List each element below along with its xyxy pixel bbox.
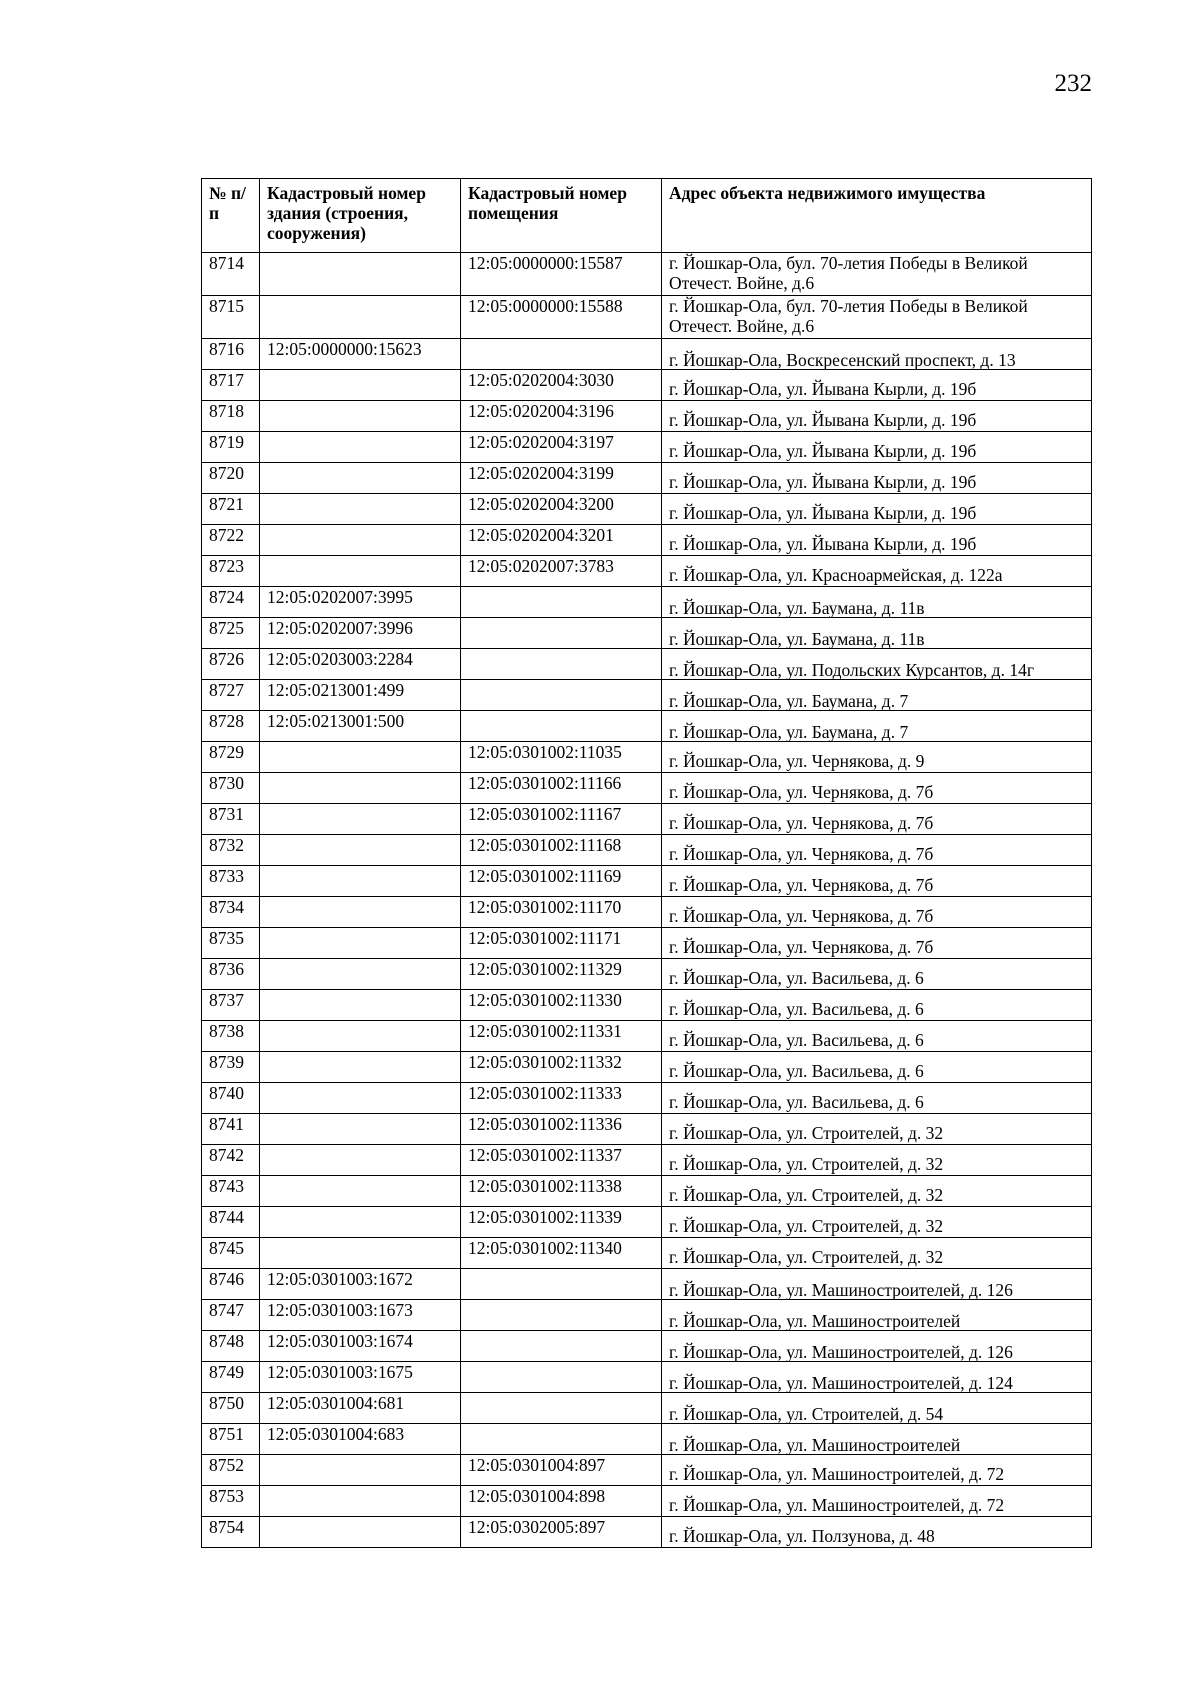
building-cadastral-number bbox=[260, 494, 461, 525]
premises-cadastral-number: 12:05:0301004:898 bbox=[461, 1486, 662, 1517]
table-row bbox=[202, 1331, 1092, 1362]
premises-cadastral-number bbox=[461, 587, 662, 618]
building-cadastral-number: 12:05:0000000:15623 bbox=[260, 339, 461, 370]
building-cadastral-number bbox=[260, 1455, 461, 1486]
object-address: г. Йошкар-Ола, ул. Баумана, д. 11в bbox=[662, 587, 1092, 618]
table-row bbox=[202, 928, 1092, 959]
table-row bbox=[202, 1114, 1092, 1145]
header-number: № п/п bbox=[202, 179, 260, 253]
table-row bbox=[202, 1269, 1092, 1300]
row-number: 8726 bbox=[202, 649, 260, 680]
premises-cadastral-number bbox=[461, 1300, 662, 1331]
premises-cadastral-number: 12:05:0301002:11339 bbox=[461, 1207, 662, 1238]
row-number: 8752 bbox=[202, 1455, 260, 1486]
object-address: г. Йошкар-Ола, ул. Строителей, д. 32 bbox=[662, 1114, 1092, 1145]
row-number: 8750 bbox=[202, 1393, 260, 1424]
header-address: Адрес объекта недвижимого имущества bbox=[662, 179, 1092, 253]
object-address: г. Йошкар-Ола, ул. Машиностроителей, д. 72 bbox=[662, 1455, 1092, 1486]
table-row bbox=[202, 680, 1092, 711]
row-number: 8727 bbox=[202, 680, 260, 711]
premises-cadastral-number: 12:05:0301002:11336 bbox=[461, 1114, 662, 1145]
premises-cadastral-number: 12:05:0301002:11168 bbox=[461, 835, 662, 866]
table-row bbox=[202, 1207, 1092, 1238]
table-row bbox=[202, 1176, 1092, 1207]
table-row bbox=[202, 1393, 1092, 1424]
building-cadastral-number bbox=[260, 1176, 461, 1207]
object-address: г. Йошкар-Ола, ул. Чернякова, д. 7б bbox=[662, 804, 1092, 835]
object-address: г. Йошкар-Ола, ул. Ползунова, д. 48 bbox=[662, 1517, 1092, 1548]
building-cadastral-number bbox=[260, 370, 461, 401]
row-number: 8719 bbox=[202, 432, 260, 463]
premises-cadastral-number: 12:05:0202007:3783 bbox=[461, 556, 662, 587]
row-number: 8751 bbox=[202, 1424, 260, 1455]
building-cadastral-number bbox=[260, 1517, 461, 1548]
table-row bbox=[202, 742, 1092, 773]
row-number: 8722 bbox=[202, 525, 260, 556]
building-cadastral-number: 12:05:0202007:3996 bbox=[260, 618, 461, 649]
building-cadastral-number: 12:05:0213001:499 bbox=[260, 680, 461, 711]
building-cadastral-number: 12:05:0213001:500 bbox=[260, 711, 461, 742]
row-number: 8748 bbox=[202, 1331, 260, 1362]
table-row bbox=[202, 463, 1092, 494]
row-number: 8749 bbox=[202, 1362, 260, 1393]
premises-cadastral-number: 12:05:0301002:11330 bbox=[461, 990, 662, 1021]
table-row bbox=[202, 401, 1092, 432]
object-address: г. Йошкар-Ола, ул. Йывана Кырли, д. 19б bbox=[662, 525, 1092, 556]
table-row bbox=[202, 1517, 1092, 1548]
object-address: г. Йошкар-Ола, ул. Машиностроителей bbox=[662, 1300, 1092, 1331]
table-row bbox=[202, 1455, 1092, 1486]
row-number: 8739 bbox=[202, 1052, 260, 1083]
premises-cadastral-number bbox=[461, 649, 662, 680]
object-address: г. Йошкар-Ола, ул. Машиностроителей, д. 126 bbox=[662, 1331, 1092, 1362]
property-registry-table bbox=[201, 178, 1092, 1548]
object-address: г. Йошкар-Ола, ул. Строителей, д. 32 bbox=[662, 1176, 1092, 1207]
object-address: г. Йошкар-Ола, ул. Чернякова, д. 7б bbox=[662, 835, 1092, 866]
object-address: г. Йошкар-Ола, ул. Васильева, д. 6 bbox=[662, 1083, 1092, 1114]
premises-cadastral-number: 12:05:0000000:15588 bbox=[461, 296, 662, 339]
object-address: г. Йошкар-Ола, ул. Строителей, д. 32 bbox=[662, 1207, 1092, 1238]
table-row bbox=[202, 866, 1092, 897]
building-cadastral-number: 12:05:0202007:3995 bbox=[260, 587, 461, 618]
building-cadastral-number bbox=[260, 1238, 461, 1269]
premises-cadastral-number: 12:05:0301002:11329 bbox=[461, 959, 662, 990]
premises-cadastral-number: 12:05:0301002:11338 bbox=[461, 1176, 662, 1207]
table-row bbox=[202, 1083, 1092, 1114]
building-cadastral-number bbox=[260, 1486, 461, 1517]
building-cadastral-number bbox=[260, 1207, 461, 1238]
building-cadastral-number bbox=[260, 866, 461, 897]
row-number: 8715 bbox=[202, 296, 260, 339]
premises-cadastral-number: 12:05:0202004:3201 bbox=[461, 525, 662, 556]
building-cadastral-number: 12:05:0203003:2284 bbox=[260, 649, 461, 680]
table-header bbox=[202, 179, 1092, 253]
premises-cadastral-number: 12:05:0301002:11167 bbox=[461, 804, 662, 835]
object-address: г. Йошкар-Ола, ул. Машиностроителей bbox=[662, 1424, 1092, 1455]
table-row bbox=[202, 649, 1092, 680]
premises-cadastral-number: 12:05:0302005:897 bbox=[461, 1517, 662, 1548]
table-row bbox=[202, 253, 1092, 296]
object-address: г. Йошкар-Ола, ул. Васильева, д. 6 bbox=[662, 1021, 1092, 1052]
object-address: г. Йошкар-Ола, ул. Йывана Кырли, д. 19б bbox=[662, 370, 1092, 401]
row-number: 8731 bbox=[202, 804, 260, 835]
row-number: 8734 bbox=[202, 897, 260, 928]
object-address: г. Йошкар-Ола, Воскресенский проспект, д. 13 bbox=[662, 339, 1092, 370]
building-cadastral-number bbox=[260, 959, 461, 990]
building-cadastral-number bbox=[260, 928, 461, 959]
building-cadastral-number bbox=[260, 897, 461, 928]
building-cadastral-number bbox=[260, 990, 461, 1021]
object-address: г. Йошкар-Ола, ул. Машиностроителей, д. 124 bbox=[662, 1362, 1092, 1393]
premises-cadastral-number bbox=[461, 711, 662, 742]
object-address: г. Йошкар-Ола, ул. Баумана, д. 7 bbox=[662, 680, 1092, 711]
table-row bbox=[202, 1238, 1092, 1269]
row-number: 8714 bbox=[202, 253, 260, 296]
table-row bbox=[202, 494, 1092, 525]
premises-cadastral-number: 12:05:0301002:11171 bbox=[461, 928, 662, 959]
table-row bbox=[202, 370, 1092, 401]
table-row bbox=[202, 1052, 1092, 1083]
building-cadastral-number bbox=[260, 1021, 461, 1052]
premises-cadastral-number bbox=[461, 1393, 662, 1424]
table-row bbox=[202, 587, 1092, 618]
row-number: 8716 bbox=[202, 339, 260, 370]
premises-cadastral-number: 12:05:0301002:11169 bbox=[461, 866, 662, 897]
table-row bbox=[202, 525, 1092, 556]
row-number: 8723 bbox=[202, 556, 260, 587]
object-address: г. Йошкар-Ола, ул. Йывана Кырли, д. 19б bbox=[662, 401, 1092, 432]
object-address: г. Йошкар-Ола, ул. Йывана Кырли, д. 19б bbox=[662, 494, 1092, 525]
object-address: г. Йошкар-Ола, ул. Васильева, д. 6 bbox=[662, 959, 1092, 990]
object-address: г. Йошкар-Ола, бул. 70-летия Победы в Великой Отечест. Войне, д.6 bbox=[662, 296, 1092, 339]
premises-cadastral-number bbox=[461, 618, 662, 649]
row-number: 8728 bbox=[202, 711, 260, 742]
row-number: 8717 bbox=[202, 370, 260, 401]
row-number: 8746 bbox=[202, 1269, 260, 1300]
table-row bbox=[202, 773, 1092, 804]
table-row bbox=[202, 1300, 1092, 1331]
premises-cadastral-number: 12:05:0301002:11170 bbox=[461, 897, 662, 928]
table-row bbox=[202, 711, 1092, 742]
row-number: 8743 bbox=[202, 1176, 260, 1207]
table-row bbox=[202, 804, 1092, 835]
row-number: 8747 bbox=[202, 1300, 260, 1331]
object-address: г. Йошкар-Ола, ул. Строителей, д. 54 bbox=[662, 1393, 1092, 1424]
row-number: 8724 bbox=[202, 587, 260, 618]
object-address: г. Йошкар-Ола, ул. Чернякова, д. 7б bbox=[662, 773, 1092, 804]
building-cadastral-number bbox=[260, 742, 461, 773]
building-cadastral-number bbox=[260, 525, 461, 556]
building-cadastral-number bbox=[260, 1052, 461, 1083]
object-address: г. Йошкар-Ола, ул. Строителей, д. 32 bbox=[662, 1145, 1092, 1176]
table-row bbox=[202, 897, 1092, 928]
premises-cadastral-number: 12:05:0202004:3197 bbox=[461, 432, 662, 463]
premises-cadastral-number: 12:05:0301002:11333 bbox=[461, 1083, 662, 1114]
row-number: 8740 bbox=[202, 1083, 260, 1114]
building-cadastral-number bbox=[260, 1114, 461, 1145]
table-row bbox=[202, 1145, 1092, 1176]
premises-cadastral-number: 12:05:0301002:11340 bbox=[461, 1238, 662, 1269]
building-cadastral-number bbox=[260, 1083, 461, 1114]
object-address: г. Йошкар-Ола, ул. Машиностроителей, д. 72 bbox=[662, 1486, 1092, 1517]
table-row bbox=[202, 618, 1092, 649]
table-row bbox=[202, 990, 1092, 1021]
premises-cadastral-number: 12:05:0301002:11331 bbox=[461, 1021, 662, 1052]
object-address: г. Йошкар-Ола, ул. Строителей, д. 32 bbox=[662, 1238, 1092, 1269]
object-address: г. Йошкар-Ола, ул. Баумана, д. 11в bbox=[662, 618, 1092, 649]
building-cadastral-number bbox=[260, 835, 461, 866]
page-number: 232 bbox=[1054, 70, 1092, 97]
table-row bbox=[202, 1021, 1092, 1052]
building-cadastral-number: 12:05:0301003:1674 bbox=[260, 1331, 461, 1362]
object-address: г. Йошкар-Ола, ул. Чернякова, д. 9 bbox=[662, 742, 1092, 773]
premises-cadastral-number: 12:05:0301002:11035 bbox=[461, 742, 662, 773]
building-cadastral-number bbox=[260, 432, 461, 463]
building-cadastral-number: 12:05:0301004:683 bbox=[260, 1424, 461, 1455]
header-building-cadastral: Кадастровый номер здания (строения, сооружения) bbox=[260, 179, 461, 253]
object-address: г. Йошкар-Ола, ул. Чернякова, д. 7б bbox=[662, 928, 1092, 959]
table-row bbox=[202, 339, 1092, 370]
building-cadastral-number: 12:05:0301004:681 bbox=[260, 1393, 461, 1424]
object-address: г. Йошкар-Ола, ул. Васильева, д. 6 bbox=[662, 990, 1092, 1021]
premises-cadastral-number: 12:05:0202004:3200 bbox=[461, 494, 662, 525]
row-number: 8718 bbox=[202, 401, 260, 432]
table-body bbox=[202, 253, 1092, 1548]
object-address: г. Йошкар-Ола, ул. Васильева, д. 6 bbox=[662, 1052, 1092, 1083]
row-number: 8738 bbox=[202, 1021, 260, 1052]
building-cadastral-number: 12:05:0301003:1675 bbox=[260, 1362, 461, 1393]
row-number: 8753 bbox=[202, 1486, 260, 1517]
row-number: 8729 bbox=[202, 742, 260, 773]
premises-cadastral-number bbox=[461, 1362, 662, 1393]
building-cadastral-number bbox=[260, 463, 461, 494]
object-address: г. Йошкар-Ола, ул. Баумана, д. 7 bbox=[662, 711, 1092, 742]
building-cadastral-number bbox=[260, 296, 461, 339]
row-number: 8737 bbox=[202, 990, 260, 1021]
premises-cadastral-number: 12:05:0301004:897 bbox=[461, 1455, 662, 1486]
row-number: 8733 bbox=[202, 866, 260, 897]
table-row bbox=[202, 1486, 1092, 1517]
building-cadastral-number: 12:05:0301003:1672 bbox=[260, 1269, 461, 1300]
object-address: г. Йошкар-Ола, ул. Йывана Кырли, д. 19б bbox=[662, 432, 1092, 463]
table-row bbox=[202, 556, 1092, 587]
object-address: г. Йошкар-Ола, бул. 70-летия Победы в Великой Отечест. Войне, д.6 bbox=[662, 253, 1092, 296]
table-row bbox=[202, 296, 1092, 339]
table-row bbox=[202, 432, 1092, 463]
premises-cadastral-number: 12:05:0202004:3199 bbox=[461, 463, 662, 494]
premises-cadastral-number bbox=[461, 1269, 662, 1300]
row-number: 8730 bbox=[202, 773, 260, 804]
table-row bbox=[202, 835, 1092, 866]
building-cadastral-number bbox=[260, 1145, 461, 1176]
building-cadastral-number bbox=[260, 556, 461, 587]
table-row bbox=[202, 1424, 1092, 1455]
premises-cadastral-number: 12:05:0301002:11332 bbox=[461, 1052, 662, 1083]
object-address: г. Йошкар-Ола, ул. Машиностроителей, д. 126 bbox=[662, 1269, 1092, 1300]
object-address: г. Йошкар-Ола, ул. Йывана Кырли, д. 19б bbox=[662, 463, 1092, 494]
building-cadastral-number bbox=[260, 401, 461, 432]
row-number: 8735 bbox=[202, 928, 260, 959]
row-number: 8720 bbox=[202, 463, 260, 494]
building-cadastral-number: 12:05:0301003:1673 bbox=[260, 1300, 461, 1331]
row-number: 8745 bbox=[202, 1238, 260, 1269]
premises-cadastral-number: 12:05:0301002:11337 bbox=[461, 1145, 662, 1176]
row-number: 8732 bbox=[202, 835, 260, 866]
premises-cadastral-number: 12:05:0202004:3196 bbox=[461, 401, 662, 432]
table-row bbox=[202, 1362, 1092, 1393]
premises-cadastral-number bbox=[461, 680, 662, 711]
premises-cadastral-number bbox=[461, 339, 662, 370]
row-number: 8721 bbox=[202, 494, 260, 525]
row-number: 8736 bbox=[202, 959, 260, 990]
row-number: 8744 bbox=[202, 1207, 260, 1238]
object-address: г. Йошкар-Ола, ул. Подольских Курсантов, д. 14г bbox=[662, 649, 1092, 680]
table-row bbox=[202, 959, 1092, 990]
building-cadastral-number bbox=[260, 253, 461, 296]
row-number: 8741 bbox=[202, 1114, 260, 1145]
object-address: г. Йошкар-Ола, ул. Красноармейская, д. 122а bbox=[662, 556, 1092, 587]
building-cadastral-number bbox=[260, 773, 461, 804]
row-number: 8742 bbox=[202, 1145, 260, 1176]
premises-cadastral-number bbox=[461, 1331, 662, 1362]
premises-cadastral-number: 12:05:0000000:15587 bbox=[461, 253, 662, 296]
object-address: г. Йошкар-Ола, ул. Чернякова, д. 7б bbox=[662, 897, 1092, 928]
premises-cadastral-number bbox=[461, 1424, 662, 1455]
premises-cadastral-number: 12:05:0301002:11166 bbox=[461, 773, 662, 804]
premises-cadastral-number: 12:05:0202004:3030 bbox=[461, 370, 662, 401]
building-cadastral-number bbox=[260, 804, 461, 835]
header-premises-cadastral: Кадастровый номер помещения bbox=[461, 179, 662, 253]
row-number: 8725 bbox=[202, 618, 260, 649]
object-address: г. Йошкар-Ола, ул. Чернякова, д. 7б bbox=[662, 866, 1092, 897]
row-number: 8754 bbox=[202, 1517, 260, 1548]
